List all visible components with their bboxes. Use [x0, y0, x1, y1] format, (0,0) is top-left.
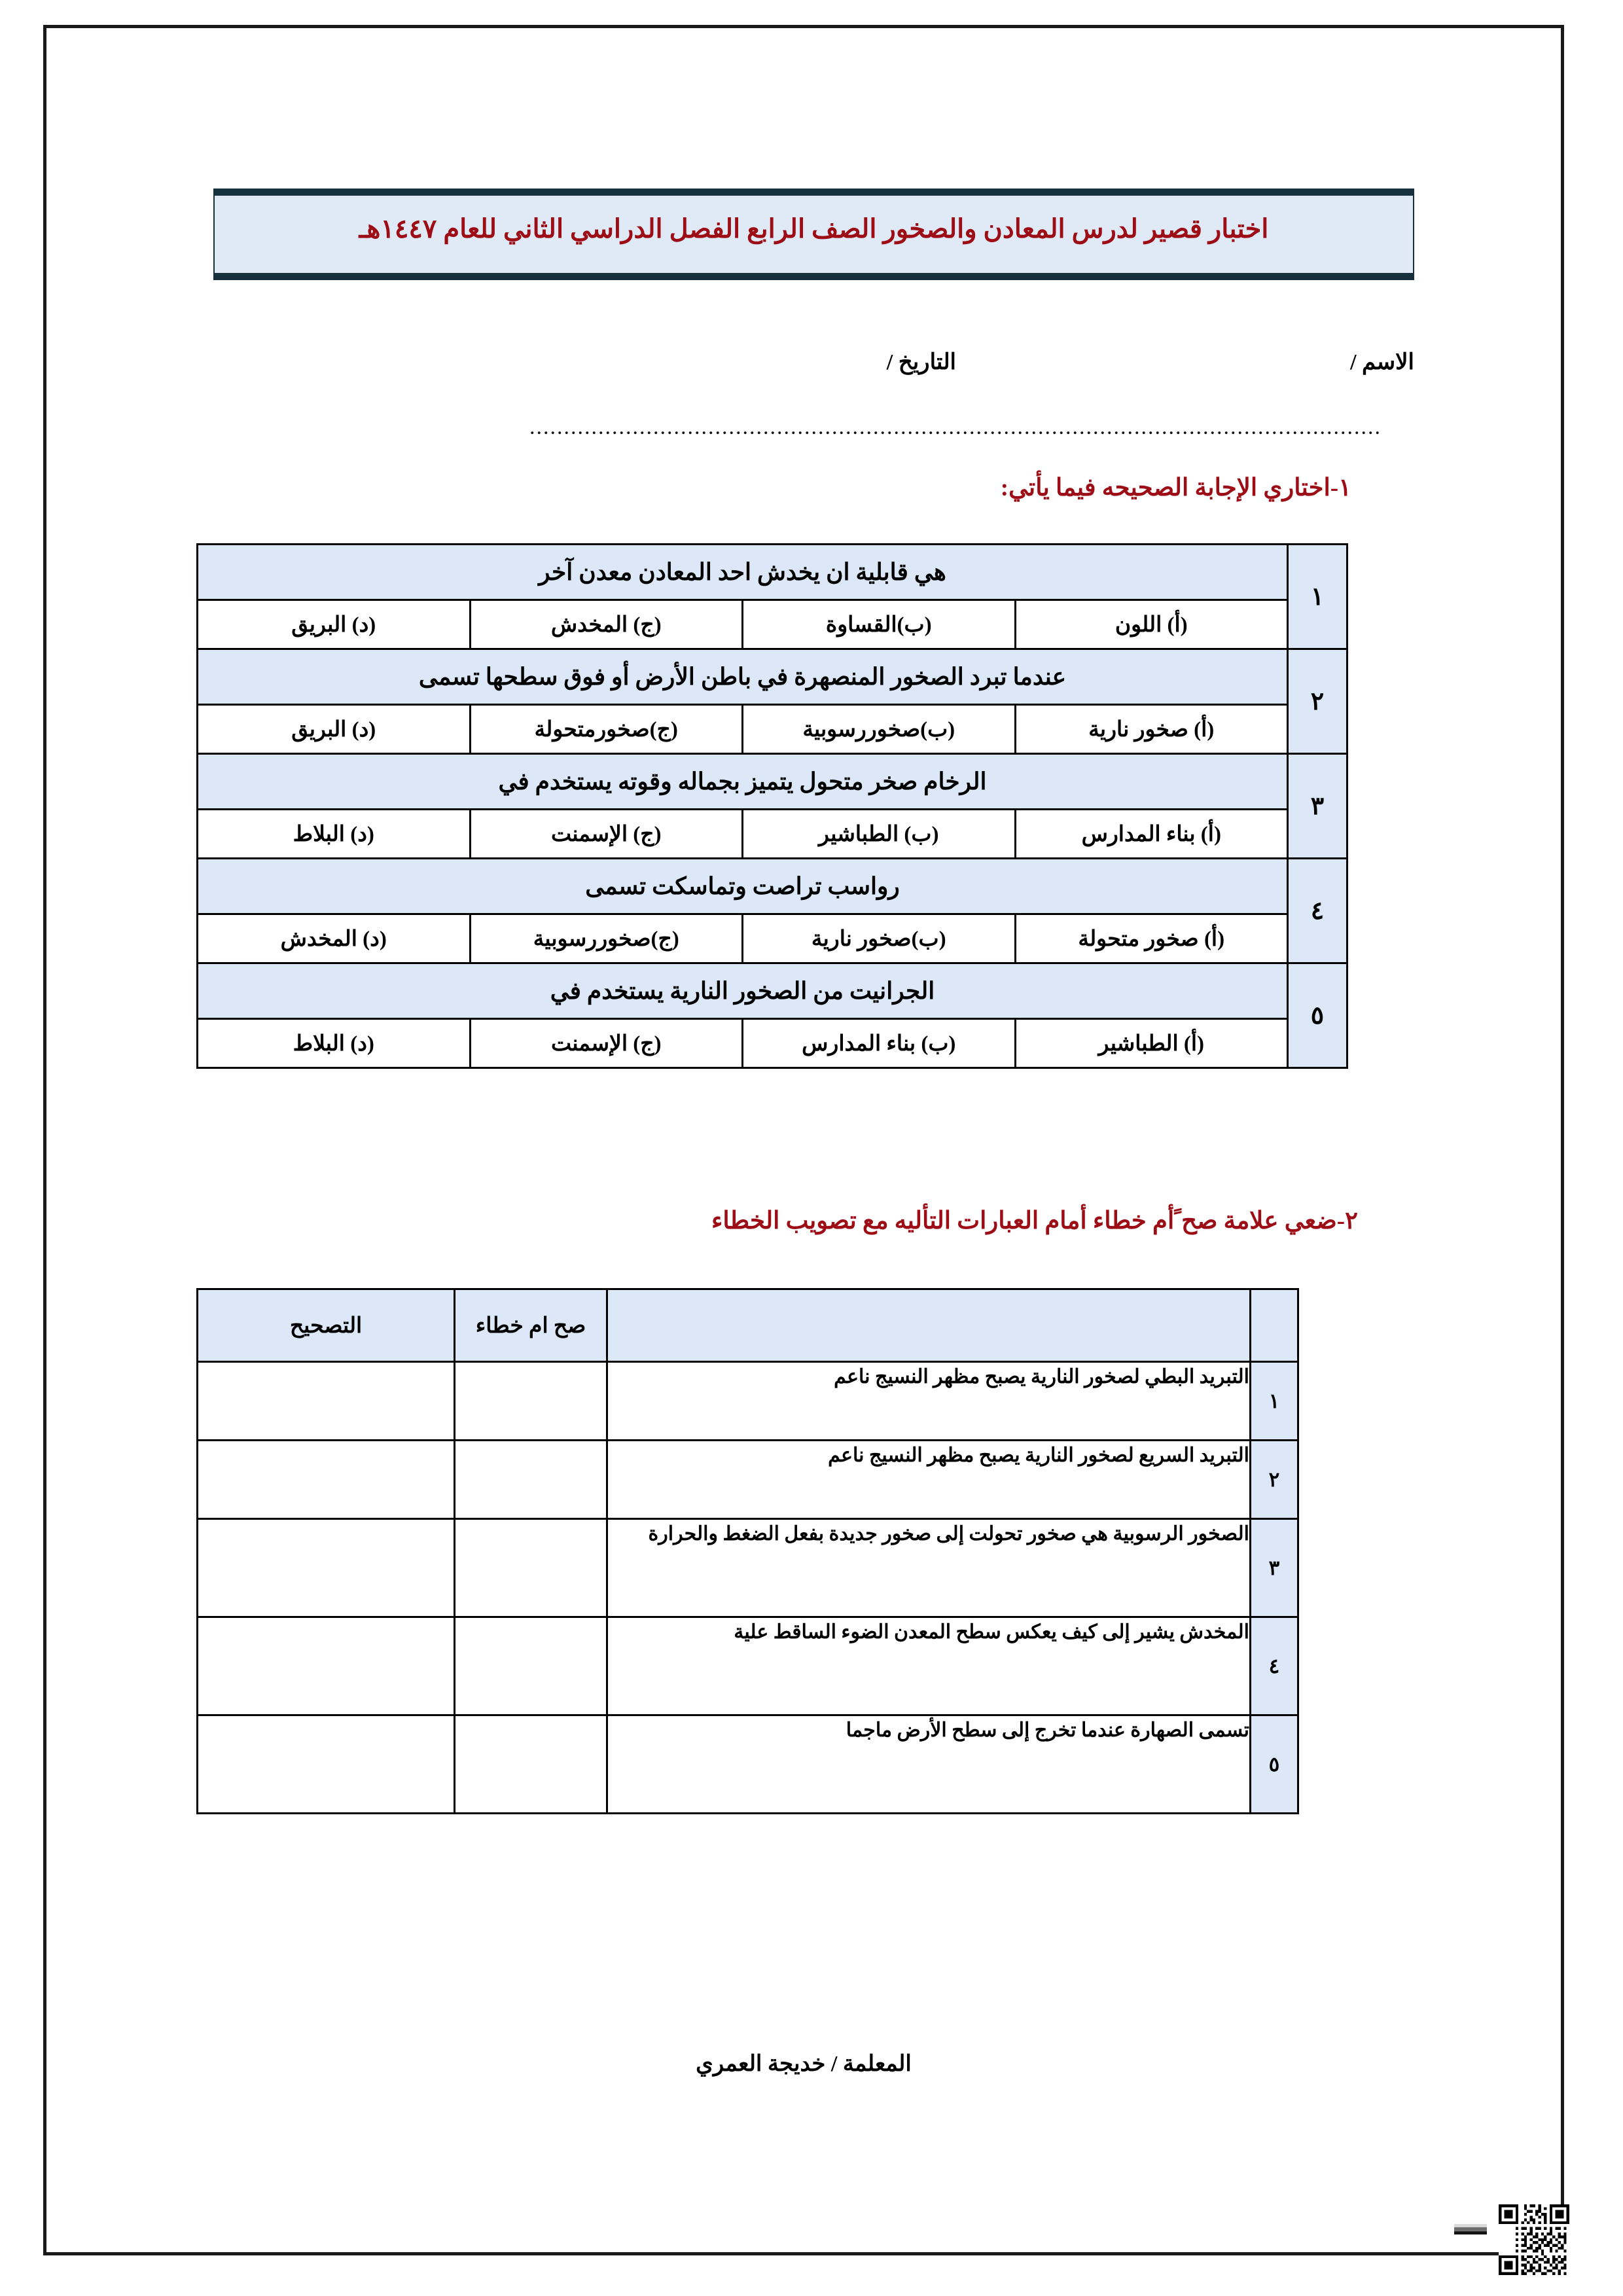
section-1-heading: ١-اختاري الإجابة الصحيحه فيما يأتي:: [1000, 475, 1351, 501]
exam-title: اختبار قصير لدرس المعادن والصخور الصف الرابع الفصل الدراسي الثاني للعام ١٤٤٧هـ: [359, 213, 1269, 243]
option-c[interactable]: (ج)صخوررسوبية: [470, 914, 743, 963]
dotted-fill-line: ............................................................................................................................: [529, 421, 1382, 439]
question-text: الجرانيت من الصخور النارية يستخدم في: [198, 963, 1288, 1019]
option-d[interactable]: (د) البلاط: [198, 1019, 471, 1068]
question-text: عندما تبرد الصخور المنصهرة في باطن الأرض أو فوق سطحها تسمى: [198, 649, 1288, 705]
option-a[interactable]: (أ) الطباشير: [1015, 1019, 1288, 1068]
title-banner: [213, 188, 1414, 280]
table-row: [198, 1715, 1298, 1814]
question-text: الرخام صخر متحول يتميز بجماله وقوته يستخدم في: [198, 754, 1288, 810]
option-d[interactable]: (د) البلاط: [198, 810, 471, 859]
row-number: ٤: [1251, 1617, 1298, 1715]
table-row: [198, 754, 1347, 810]
true-false-answer-cell[interactable]: [455, 1441, 607, 1519]
option-b[interactable]: (ب) بناء المدارس: [743, 1019, 1016, 1068]
table-row: [198, 600, 1347, 649]
option-a[interactable]: (أ) اللون: [1015, 600, 1288, 649]
correction-answer-cell[interactable]: [198, 1617, 455, 1715]
header-statement: [607, 1289, 1251, 1362]
option-d[interactable]: (د) البريق: [198, 705, 471, 754]
true-false-answer-cell[interactable]: [455, 1362, 607, 1441]
statement-text: المخدش يشير إلى كيف يعكس سطح المعدن الضوء الساقط علية: [607, 1617, 1251, 1715]
option-c[interactable]: (ج) الإسمنت: [470, 1019, 743, 1068]
option-b[interactable]: (ب) الطباشير: [743, 810, 1016, 859]
true-false-answer-cell[interactable]: [455, 1715, 607, 1814]
option-a[interactable]: (أ) صخور متحولة: [1015, 914, 1288, 963]
question-number: ١: [1288, 545, 1347, 649]
question-text: هي قابلية ان يخدش احد المعادن معدن آخر: [198, 545, 1288, 600]
question-number: ٢: [1288, 649, 1347, 754]
mcq-table: [196, 543, 1348, 1069]
section-2-heading: ٢-ضعي علامة صح ًأم خطاء أمام العبارات التأليه مع تصويب الخطاء: [711, 1208, 1358, 1234]
qr-code-svg: [1499, 2204, 1569, 2275]
page-content: [46, 28, 1561, 2252]
table-row: [198, 1617, 1298, 1715]
row-number: ٣: [1251, 1519, 1298, 1617]
name-label: الاسم /: [1350, 350, 1414, 374]
option-c[interactable]: (ج) المخدش: [470, 600, 743, 649]
row-number: ١: [1251, 1362, 1298, 1441]
date-label: التاريخ /: [886, 350, 956, 374]
row-number: ٥: [1251, 1715, 1298, 1814]
option-a[interactable]: (أ) بناء المدارس: [1015, 810, 1288, 859]
title-banner-box: [213, 188, 1414, 280]
qr-code-icon: [1499, 2204, 1569, 2275]
page-border: [43, 25, 1564, 2255]
header-true-false: صح ام خطاء: [455, 1289, 607, 1362]
option-c[interactable]: (ج) الإسمنت: [470, 810, 743, 859]
question-text: رواسب تراصت وتماسكت تسمى: [198, 859, 1288, 914]
header-number: [1251, 1289, 1298, 1362]
option-a[interactable]: (أ) صخور نارية: [1015, 705, 1288, 754]
correction-answer-cell[interactable]: [198, 1441, 455, 1519]
option-c[interactable]: (ج)صخورمتحولة: [470, 705, 743, 754]
row-number: ٢: [1251, 1441, 1298, 1519]
question-number: ٣: [1288, 754, 1347, 859]
correction-answer-cell[interactable]: [198, 1519, 455, 1617]
table-row: [198, 859, 1347, 914]
correction-answer-cell[interactable]: [198, 1715, 455, 1814]
true-false-answer-cell[interactable]: [455, 1617, 607, 1715]
option-d[interactable]: (د) المخدش: [198, 914, 471, 963]
table-row: [198, 649, 1347, 705]
true-false-table: [196, 1288, 1299, 1814]
table-row: [198, 963, 1347, 1019]
student-meta-row: [243, 349, 1414, 388]
table-row: [198, 545, 1347, 600]
true-false-answer-cell[interactable]: [455, 1519, 607, 1617]
teacher-signature: المعلمة / خديجة العمري: [696, 2052, 912, 2076]
table-row: [198, 1362, 1298, 1441]
option-b[interactable]: (ب)صخور نارية: [743, 914, 1016, 963]
table-row: [198, 1519, 1298, 1617]
table-row: [198, 1019, 1347, 1068]
table-row: [198, 810, 1347, 859]
statement-text: التبريد البطي لصخور النارية يصبح مظهر النسيج ناعم: [607, 1362, 1251, 1441]
gray-bar-decoration: [1454, 2224, 1487, 2234]
statement-text: التبريد السريع لصخور النارية يصبح مظهر النسيج ناعم: [607, 1441, 1251, 1519]
statement-text: الصخور الرسوبية هي صخور تحولت إلى صخور جديدة بفعل الضغط والحرارة: [607, 1519, 1251, 1617]
table-row: [198, 1441, 1298, 1519]
table-row: [198, 705, 1347, 754]
question-number: ٥: [1288, 963, 1347, 1068]
option-b[interactable]: (ب)صخوررسوبية: [743, 705, 1016, 754]
header-correction: التصحيح: [198, 1289, 455, 1362]
table-header-row: [198, 1289, 1298, 1362]
option-d[interactable]: (د) البريق: [198, 600, 471, 649]
question-number: ٤: [1288, 859, 1347, 963]
table-row: [198, 914, 1347, 963]
statement-text: تسمى الصهارة عندما تخرج إلى سطح الأرض ماجما: [607, 1715, 1251, 1814]
correction-answer-cell[interactable]: [198, 1362, 455, 1441]
option-b[interactable]: (ب)القساوة: [743, 600, 1016, 649]
